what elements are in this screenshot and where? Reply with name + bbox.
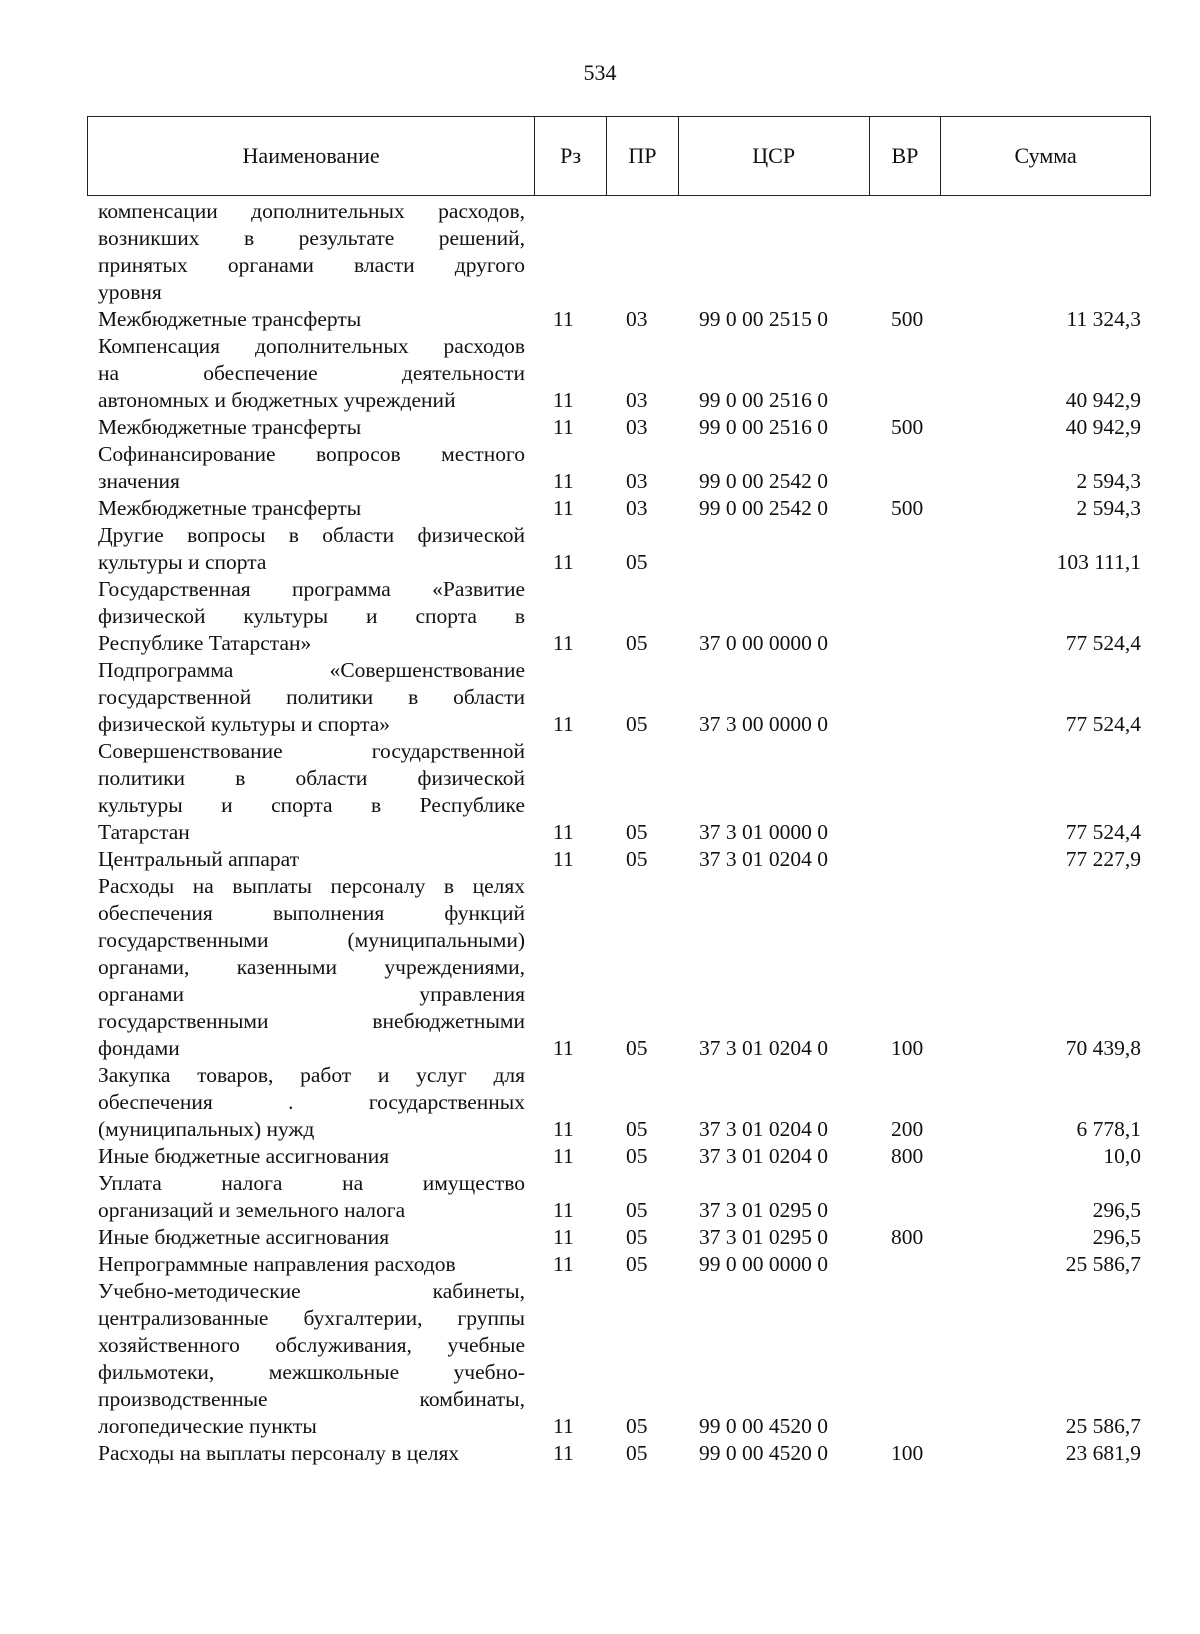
row-name-line: культуры и спорта в Республике bbox=[98, 793, 525, 817]
row-name-line: логопедические пункты bbox=[98, 1414, 317, 1438]
row-sum: 40 942,9 bbox=[1065, 415, 1141, 439]
row-sum: 77 524,4 bbox=[1065, 631, 1141, 655]
row-name-line: (муниципальных) нужд bbox=[98, 1117, 315, 1141]
row-name-line: Иные бюджетные ассигнования bbox=[98, 1144, 390, 1168]
row-pr: 05 bbox=[626, 1225, 648, 1249]
row-csr: 37 3 01 0000 0 bbox=[699, 820, 828, 844]
header-pr: ПР bbox=[607, 117, 679, 195]
row-sum: 77 524,4 bbox=[1065, 712, 1141, 736]
row-name bbox=[98, 1170, 525, 1224]
row-rz: 11 bbox=[553, 388, 574, 412]
row-rz: 11 bbox=[553, 1144, 574, 1168]
row-csr: 99 0 00 2542 0 bbox=[699, 496, 828, 520]
row-sum: 296,5 bbox=[1092, 1225, 1141, 1249]
row-name-line: обеспечения . государственных bbox=[98, 1090, 525, 1114]
row-vr: 500 bbox=[891, 496, 924, 520]
table-body bbox=[98, 198, 1143, 1467]
row-name bbox=[98, 1440, 525, 1467]
row-sum: 103 111,1 bbox=[1056, 550, 1141, 574]
row-sum: 77 524,4 bbox=[1065, 820, 1141, 844]
row-rz: 11 bbox=[553, 1117, 574, 1141]
row-pr: 05 bbox=[626, 631, 648, 655]
row-pr: 03 bbox=[626, 388, 648, 412]
table-row bbox=[98, 1170, 1143, 1224]
table-row bbox=[98, 846, 1143, 873]
row-pr: 03 bbox=[626, 469, 648, 493]
row-csr: 37 3 01 0204 0 bbox=[699, 1117, 828, 1141]
row-name bbox=[98, 333, 525, 414]
row-name-line: хозяйственного обслуживания, учебные bbox=[98, 1333, 525, 1357]
row-csr: 37 3 01 0204 0 bbox=[699, 847, 828, 871]
header-vr: ВР bbox=[870, 117, 942, 195]
row-csr: 99 0 00 2516 0 bbox=[699, 388, 828, 412]
row-name-line: производственные комбинаты, bbox=[98, 1387, 525, 1411]
row-name bbox=[98, 846, 525, 873]
table-row bbox=[98, 873, 1143, 1062]
row-pr: 05 bbox=[626, 1036, 648, 1060]
row-rz: 11 bbox=[553, 712, 574, 736]
row-csr: 99 0 00 0000 0 bbox=[699, 1252, 828, 1276]
table-row bbox=[98, 1440, 1143, 1467]
row-name-line: органами управления bbox=[98, 982, 525, 1006]
row-pr: 03 bbox=[626, 496, 648, 520]
row-pr: 05 bbox=[626, 1144, 648, 1168]
row-name-line: Подпрограмма «Совершенствование bbox=[98, 658, 525, 682]
row-name bbox=[98, 198, 525, 306]
table-row bbox=[98, 441, 1143, 495]
row-name bbox=[98, 1224, 525, 1251]
row-csr: 37 0 00 0000 0 bbox=[699, 631, 828, 655]
table-row bbox=[98, 738, 1143, 846]
row-name bbox=[98, 738, 525, 846]
header-csr: ЦСР bbox=[679, 117, 870, 195]
row-pr: 05 bbox=[626, 550, 648, 574]
row-name-line: Татарстан bbox=[98, 820, 190, 844]
row-sum: 70 439,8 bbox=[1065, 1036, 1141, 1060]
row-csr: 37 3 01 0295 0 bbox=[699, 1225, 828, 1249]
row-name-line: Софинансирование вопросов местного bbox=[98, 442, 525, 466]
row-rz: 11 bbox=[553, 415, 574, 439]
row-name-line: Республике Татарстан» bbox=[98, 631, 312, 655]
row-pr: 03 bbox=[626, 307, 648, 331]
row-pr: 05 bbox=[626, 820, 648, 844]
table-row bbox=[98, 1251, 1143, 1278]
page-number: 534 bbox=[583, 60, 617, 85]
row-csr: 99 0 00 2515 0 bbox=[699, 307, 828, 331]
row-rz: 11 bbox=[553, 469, 574, 493]
row-rz: 11 bbox=[553, 550, 574, 574]
row-name-line: Межбюджетные трансферты bbox=[98, 496, 362, 520]
row-sum: 25 586,7 bbox=[1065, 1414, 1141, 1438]
row-csr: 37 3 01 0295 0 bbox=[699, 1198, 828, 1222]
row-csr: 99 0 00 2516 0 bbox=[699, 415, 828, 439]
row-name-line: физической культуры и спорта в bbox=[98, 604, 525, 628]
row-name-line: Учебно-методические кабинеты, bbox=[98, 1279, 525, 1303]
row-name bbox=[98, 1143, 525, 1170]
row-name-line: политики в области физической bbox=[98, 766, 525, 790]
row-name bbox=[98, 522, 525, 576]
table-row bbox=[98, 495, 1143, 522]
row-name bbox=[98, 1278, 525, 1440]
row-vr: 800 bbox=[891, 1144, 924, 1168]
row-vr: 200 bbox=[891, 1117, 924, 1141]
row-pr: 05 bbox=[626, 847, 648, 871]
row-name bbox=[98, 1251, 525, 1278]
row-rz: 11 bbox=[553, 1198, 574, 1222]
row-name-line: государственной политики в области bbox=[98, 685, 525, 709]
row-pr: 05 bbox=[626, 1414, 648, 1438]
row-name-line: уровня bbox=[98, 280, 162, 304]
row-sum: 25 586,7 bbox=[1065, 1252, 1141, 1276]
row-rz: 11 bbox=[553, 1036, 574, 1060]
row-name-line: возникших в результате решений, bbox=[98, 226, 525, 250]
row-name bbox=[98, 306, 525, 333]
row-sum: 2 594,3 bbox=[1076, 469, 1141, 493]
row-name-line: фильмотеки, межшкольные учебно- bbox=[98, 1360, 525, 1384]
row-name-line: Закупка товаров, работ и услуг для bbox=[98, 1063, 525, 1087]
row-rz: 11 bbox=[553, 1414, 574, 1438]
table-row bbox=[98, 522, 1143, 576]
row-name-line: Другие вопросы в области физической bbox=[98, 523, 525, 547]
row-name-line: государственными внебюджетными bbox=[98, 1009, 525, 1033]
row-name-line: Совершенствование государственной bbox=[98, 739, 525, 763]
row-vr: 500 bbox=[891, 307, 924, 331]
row-name bbox=[98, 873, 525, 1062]
row-name-line: Государственная программа «Развитие bbox=[98, 577, 525, 601]
row-name-line: централизованные бухгалтерии, группы bbox=[98, 1306, 525, 1330]
row-name-line: органами, казенными учреждениями, bbox=[98, 955, 525, 979]
row-rz: 11 bbox=[553, 631, 574, 655]
row-pr: 03 bbox=[626, 415, 648, 439]
row-name bbox=[98, 576, 525, 657]
row-name-line: организаций и земельного налога bbox=[98, 1198, 406, 1222]
row-name-line: Расходы на выплаты персоналу в целях bbox=[98, 874, 525, 898]
row-rz: 11 bbox=[553, 496, 574, 520]
row-sum: 2 594,3 bbox=[1076, 496, 1141, 520]
row-sum: 296,5 bbox=[1092, 1198, 1141, 1222]
row-csr: 99 0 00 2542 0 bbox=[699, 469, 828, 493]
table-row bbox=[98, 1062, 1143, 1143]
table-header bbox=[87, 116, 1151, 196]
row-sum: 77 227,9 bbox=[1065, 847, 1141, 871]
row-name bbox=[98, 414, 525, 441]
row-rz: 11 bbox=[553, 820, 574, 844]
row-rz: 11 bbox=[553, 847, 574, 871]
row-name bbox=[98, 441, 525, 495]
row-name-line: обеспечения выполнения функций bbox=[98, 901, 525, 925]
row-name-line: на обеспечение деятельности bbox=[98, 361, 525, 385]
row-csr: 37 3 01 0204 0 bbox=[699, 1036, 828, 1060]
table-row bbox=[98, 1224, 1143, 1251]
row-csr: 37 3 00 0000 0 bbox=[699, 712, 828, 736]
row-vr: 100 bbox=[891, 1441, 924, 1465]
row-name-line: культуры и спорта bbox=[98, 550, 267, 574]
row-name bbox=[98, 657, 525, 738]
row-rz: 11 bbox=[553, 1252, 574, 1276]
row-name-line: Компенсация дополнительных расходов bbox=[98, 334, 525, 358]
row-vr: 100 bbox=[891, 1036, 924, 1060]
row-pr: 05 bbox=[626, 1198, 648, 1222]
row-vr: 500 bbox=[891, 415, 924, 439]
table-row bbox=[98, 306, 1143, 333]
row-csr: 99 0 00 4520 0 bbox=[699, 1414, 828, 1438]
row-pr: 05 bbox=[626, 1441, 648, 1465]
table-row bbox=[98, 198, 1143, 306]
row-sum: 40 942,9 bbox=[1065, 388, 1141, 412]
row-name-line: Центральный аппарат bbox=[98, 847, 300, 871]
row-csr: 37 3 01 0204 0 bbox=[699, 1144, 828, 1168]
row-sum: 23 681,9 bbox=[1065, 1441, 1141, 1465]
row-name-line: физической культуры и спорта» bbox=[98, 712, 391, 736]
table-row bbox=[98, 414, 1143, 441]
row-name-line: Иные бюджетные ассигнования bbox=[98, 1225, 390, 1249]
row-name-line: фондами bbox=[98, 1036, 180, 1060]
row-pr: 05 bbox=[626, 1252, 648, 1276]
row-name bbox=[98, 1062, 525, 1143]
row-name-line: Расходы на выплаты персоналу в целях bbox=[98, 1441, 460, 1465]
row-pr: 05 bbox=[626, 1117, 648, 1141]
table-row bbox=[98, 333, 1143, 414]
row-sum: 6 778,1 bbox=[1076, 1117, 1141, 1141]
row-name-line: Межбюджетные трансферты bbox=[98, 307, 362, 331]
row-name-line: автономных и бюджетных учреждений bbox=[98, 388, 456, 412]
row-csr: 99 0 00 4520 0 bbox=[699, 1441, 828, 1465]
row-name-line: Межбюджетные трансферты bbox=[98, 415, 362, 439]
header-name: Наименование bbox=[88, 117, 535, 195]
row-name-line: государственными (муниципальными) bbox=[98, 928, 525, 952]
row-name-line: Уплата налога на имущество bbox=[98, 1171, 525, 1195]
header-rz: Рз bbox=[535, 117, 607, 195]
row-vr: 800 bbox=[891, 1225, 924, 1249]
row-name-line: Непрограммные направления расходов bbox=[98, 1252, 456, 1276]
row-rz: 11 bbox=[553, 307, 574, 331]
row-rz: 11 bbox=[553, 1225, 574, 1249]
table-row bbox=[98, 576, 1143, 657]
row-name-line: компенсации дополнительных расходов, bbox=[98, 199, 525, 223]
row-name-line: значения bbox=[98, 469, 180, 493]
row-name bbox=[98, 495, 525, 522]
row-sum: 10,0 bbox=[1103, 1144, 1141, 1168]
row-name-line: принятых органами власти другого bbox=[98, 253, 525, 277]
row-sum: 11 324,3 bbox=[1066, 307, 1141, 331]
row-pr: 05 bbox=[626, 712, 648, 736]
table-row bbox=[98, 657, 1143, 738]
header-sum: Сумма bbox=[1014, 143, 1077, 168]
table-row bbox=[98, 1278, 1143, 1440]
row-rz: 11 bbox=[553, 1441, 574, 1465]
table-row bbox=[98, 1143, 1143, 1170]
